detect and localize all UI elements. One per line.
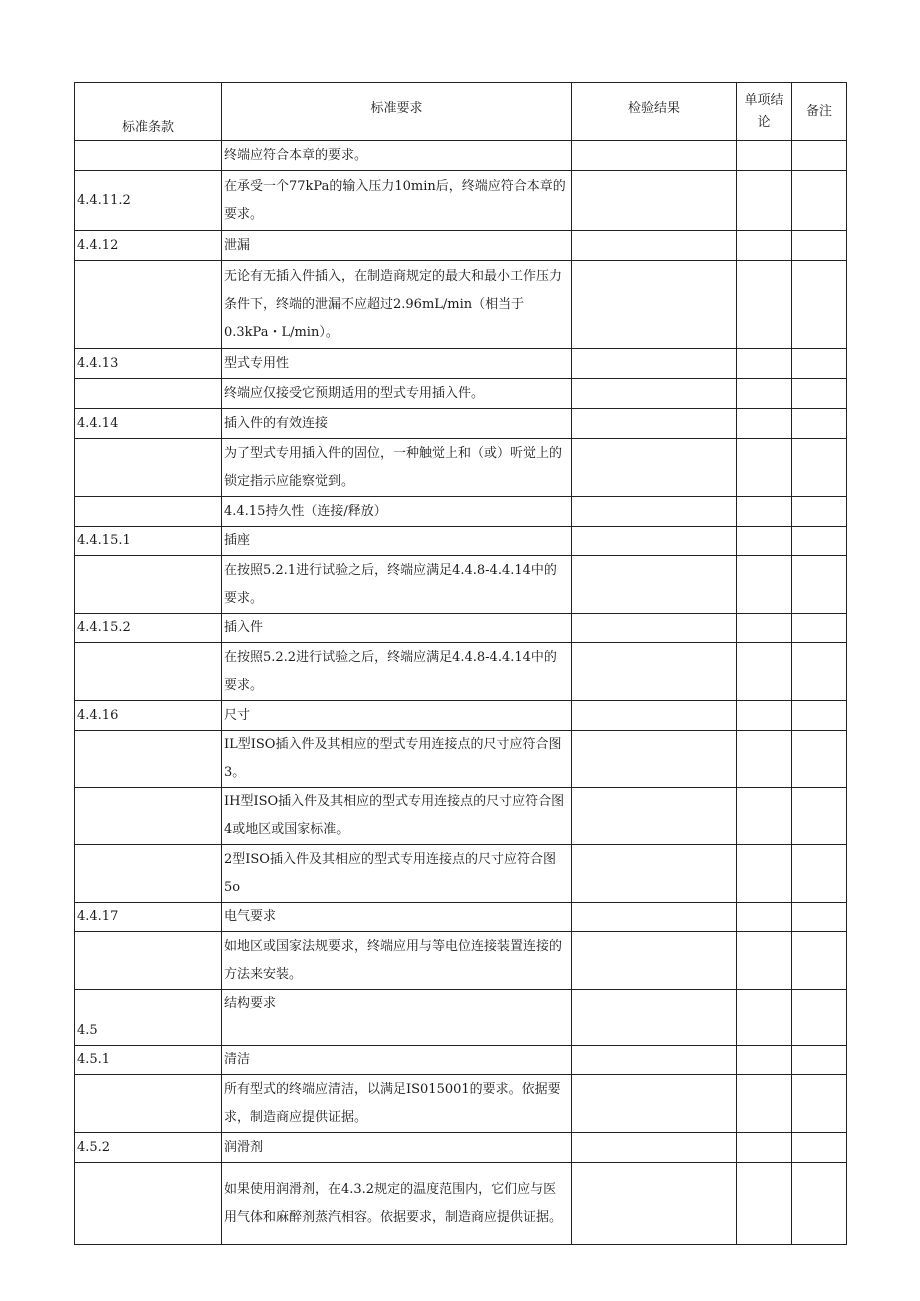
remark-cell — [792, 701, 847, 731]
requirement-cell: 清洁 — [222, 1046, 572, 1075]
conclusion-cell — [737, 731, 792, 788]
clause-cell: 4.4.15.1 — [75, 527, 222, 556]
table-row — [75, 261, 847, 349]
conclusion-cell — [737, 171, 792, 231]
remark-cell — [792, 614, 847, 643]
remark-cell — [792, 171, 847, 231]
conclusion-cell — [737, 349, 792, 379]
requirement-cell: 如地区或国家法规要求，终端应用与等电位连接装置连接的方法来安装。 — [222, 932, 572, 990]
conclusion-cell — [737, 527, 792, 556]
conclusion-cell — [737, 932, 792, 990]
clause-cell — [75, 731, 222, 788]
result-cell — [572, 845, 737, 903]
conclusion-cell — [737, 556, 792, 614]
table-row — [75, 141, 847, 171]
clause-cell — [75, 788, 222, 845]
conclusion-cell — [737, 990, 792, 1046]
result-cell — [572, 409, 737, 439]
header-row — [75, 83, 847, 141]
table-row — [75, 1163, 847, 1245]
clause-cell: 4.4.16 — [75, 701, 222, 731]
table-row — [75, 614, 847, 643]
result-cell — [572, 932, 737, 990]
table-row — [75, 231, 847, 261]
clause-cell — [75, 497, 222, 527]
requirement-cell: 泄漏 — [222, 231, 572, 261]
conclusion-cell — [737, 141, 792, 171]
conclusion-cell — [737, 1075, 792, 1133]
remark-cell — [792, 409, 847, 439]
conclusion-cell — [737, 701, 792, 731]
clause-cell: 4.4.11.2 — [75, 171, 222, 231]
result-cell — [572, 349, 737, 379]
remark-cell — [792, 845, 847, 903]
remark-cell — [792, 527, 847, 556]
conclusion-cell — [737, 845, 792, 903]
result-cell — [572, 527, 737, 556]
remark-cell — [792, 1075, 847, 1133]
remark-cell — [792, 261, 847, 349]
requirement-cell: IH型ISO插入件及其相应的型式专用连接点的尺寸应符合图4或地区或国家标准。 — [222, 788, 572, 845]
conclusion-cell — [737, 1046, 792, 1075]
table-row — [75, 1046, 847, 1075]
clause-cell: 4.5 — [75, 990, 222, 1046]
remark-cell — [792, 231, 847, 261]
result-cell — [572, 788, 737, 845]
inspection-table — [74, 82, 847, 1245]
conclusion-cell — [737, 409, 792, 439]
header-clause: 标准条款 — [75, 83, 222, 141]
conclusion-cell — [737, 379, 792, 409]
table-row — [75, 990, 847, 1046]
remark-cell — [792, 439, 847, 497]
table-row — [75, 731, 847, 788]
result-cell — [572, 903, 737, 932]
clause-cell — [75, 643, 222, 701]
requirement-cell: 型式专用性 — [222, 349, 572, 379]
result-cell — [572, 643, 737, 701]
requirement-cell: 如果使用润滑剂，在4.3.2规定的温度范围内，它们应与医用气体和麻醉剂蒸汽相容。依据要求，制造商应提供证据。 — [222, 1163, 572, 1245]
conclusion-cell — [737, 788, 792, 845]
remark-cell — [792, 932, 847, 990]
requirement-cell: 在按照5.2.1进行试验之后，终端应满足4.4.8-4.4.14中的要求。 — [222, 556, 572, 614]
remark-cell — [792, 643, 847, 701]
result-cell — [572, 614, 737, 643]
remark-cell — [792, 903, 847, 932]
requirement-cell: 为了型式专用插入件的固位，一种触觉上和（或）听觉上的锁定指示应能察觉到。 — [222, 439, 572, 497]
requirement-cell: 2型ISO插入件及其相应的型式专用连接点的尺寸应符合图5o — [222, 845, 572, 903]
requirement-cell: 结构要求 — [222, 990, 572, 1046]
remark-cell — [792, 349, 847, 379]
table-row — [75, 171, 847, 231]
table-row — [75, 845, 847, 903]
clause-cell — [75, 141, 222, 171]
clause-cell: 4.5.1 — [75, 1046, 222, 1075]
remark-cell — [792, 788, 847, 845]
clause-cell — [75, 261, 222, 349]
result-cell — [572, 497, 737, 527]
clause-cell — [75, 845, 222, 903]
conclusion-cell — [737, 231, 792, 261]
header-remark: 备注 — [792, 83, 847, 141]
table-row — [75, 497, 847, 527]
clause-cell: 4.4.13 — [75, 349, 222, 379]
table-row — [75, 1075, 847, 1133]
clause-cell — [75, 439, 222, 497]
header-requirement: 标准要求 — [222, 83, 572, 141]
conclusion-cell — [737, 439, 792, 497]
remark-cell — [792, 1163, 847, 1245]
requirement-cell: 无论有无插入件插入，在制造商规定的最大和最小工作压力条件下，终端的泄漏不应超过2.96mL/min（相当于0.3kPa・L/min）。 — [222, 261, 572, 349]
table-row — [75, 527, 847, 556]
table-row — [75, 409, 847, 439]
requirement-cell: 插座 — [222, 527, 572, 556]
conclusion-cell — [737, 614, 792, 643]
result-cell — [572, 1075, 737, 1133]
result-cell — [572, 261, 737, 349]
clause-cell — [75, 556, 222, 614]
result-cell — [572, 556, 737, 614]
header-result: 检验结果 — [572, 83, 737, 141]
clause-cell — [75, 1075, 222, 1133]
requirement-cell: 插入件 — [222, 614, 572, 643]
remark-cell — [792, 379, 847, 409]
table-row — [75, 379, 847, 409]
conclusion-cell — [737, 643, 792, 701]
result-cell — [572, 1133, 737, 1163]
table-row — [75, 903, 847, 932]
requirement-cell: 润滑剂 — [222, 1133, 572, 1163]
conclusion-cell — [737, 497, 792, 527]
result-cell — [572, 141, 737, 171]
clause-cell: 4.4.12 — [75, 231, 222, 261]
remark-cell — [792, 1046, 847, 1075]
requirement-cell: 在按照5.2.2进行试验之后，终端应满足4.4.8-4.4.14中的要求。 — [222, 643, 572, 701]
table-row — [75, 439, 847, 497]
table-row — [75, 701, 847, 731]
table-row — [75, 1133, 847, 1163]
clause-cell: 4.4.17 — [75, 903, 222, 932]
conclusion-cell — [737, 1163, 792, 1245]
result-cell — [572, 1163, 737, 1245]
table-row — [75, 643, 847, 701]
requirement-cell: 终端应仅接受它预期适用的型式专用插入件。 — [222, 379, 572, 409]
requirement-cell: 所有型式的终端应清洁，以满足IS015001的要求。依据要求，制造商应提供证据。 — [222, 1075, 572, 1133]
requirement-cell: 4.4.15持久性（连接/释放） — [222, 497, 572, 527]
clause-cell — [75, 379, 222, 409]
remark-cell — [792, 1133, 847, 1163]
remark-cell — [792, 141, 847, 171]
result-cell — [572, 379, 737, 409]
result-cell — [572, 231, 737, 261]
result-cell — [572, 1046, 737, 1075]
result-cell — [572, 701, 737, 731]
requirement-cell: 尺寸 — [222, 701, 572, 731]
remark-cell — [792, 556, 847, 614]
result-cell — [572, 171, 737, 231]
remark-cell — [792, 990, 847, 1046]
requirement-cell: 终端应符合本章的要求。 — [222, 141, 572, 171]
header-single-conclusion: 单项结论 — [737, 83, 792, 141]
clause-cell — [75, 1163, 222, 1245]
requirement-cell: IL型ISO插入件及其相应的型式专用连接点的尺寸应符合图3。 — [222, 731, 572, 788]
clause-cell — [75, 932, 222, 990]
conclusion-cell — [737, 1133, 792, 1163]
table-row — [75, 556, 847, 614]
table-row — [75, 788, 847, 845]
table-row — [75, 932, 847, 990]
requirement-cell: 电气要求 — [222, 903, 572, 932]
requirement-cell: 插入件的有效连接 — [222, 409, 572, 439]
result-cell — [572, 731, 737, 788]
clause-cell: 4.4.14 — [75, 409, 222, 439]
remark-cell — [792, 497, 847, 527]
requirement-cell: 在承受一个77kPa的输入压力10min后，终端应符合本章的要求。 — [222, 171, 572, 231]
result-cell — [572, 439, 737, 497]
clause-cell: 4.4.15.2 — [75, 614, 222, 643]
result-cell — [572, 990, 737, 1046]
conclusion-cell — [737, 903, 792, 932]
table-row — [75, 349, 847, 379]
conclusion-cell — [737, 261, 792, 349]
remark-cell — [792, 731, 847, 788]
clause-cell: 4.5.2 — [75, 1133, 222, 1163]
